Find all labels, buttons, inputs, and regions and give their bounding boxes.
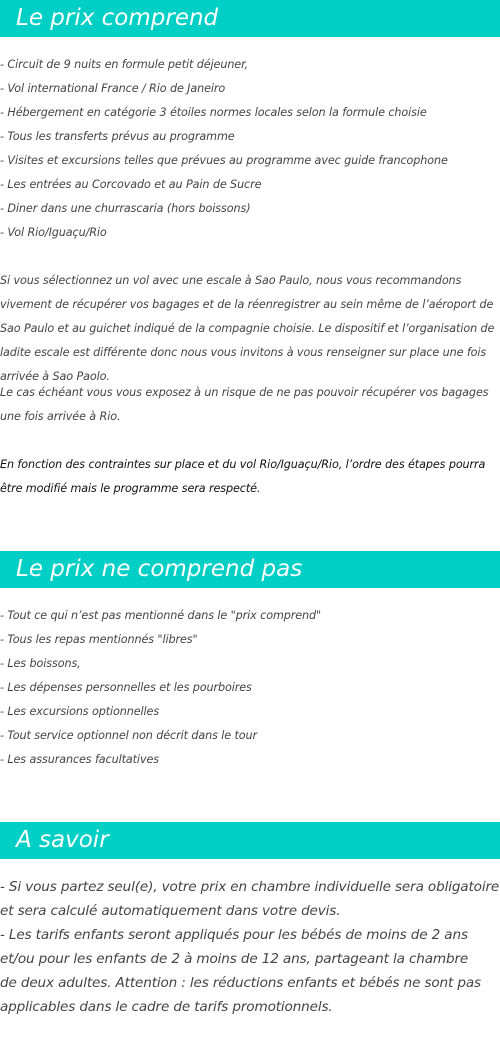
not-included-item: - Tout ce qui n’est pas mentionné dans le "prix comprend" [0, 609, 322, 622]
not-included-item: - Tous les repas mentionnés "libres" [0, 633, 198, 646]
included-item: - Circuit de 9 nuits en formule petit déjeuner, [0, 58, 249, 71]
not-included-item: - Tout service optionnel non décrit dans le tour [0, 729, 258, 742]
included-item: - Vol Rio/Iguaçu/Rio [0, 226, 107, 239]
not-included-item: - Les assurances facultatives [0, 753, 159, 766]
not-included-item: - Les excursions optionnelles [0, 705, 160, 718]
included-item: - Les entrées au Corcovado et au Pain de Sucre [0, 178, 262, 191]
included-list [0, 53, 500, 245]
included-item: - Visites et excursions telles que prévues au programme avec guide francophone [0, 154, 448, 167]
included-item: - Hébergement en catégorie 3 étoiles normes locales selon la formule choisie [0, 106, 427, 119]
included-item: - Vol international France / Rio de Janeiro [0, 82, 226, 95]
not-included-item: - Les boissons, [0, 657, 81, 670]
good-to-know-text [0, 875, 500, 1019]
section-title-good-to-know: A savoir [16, 827, 109, 853]
stopover-note: Si vous sélectionnez un vol avec une escale à Sao Paulo, nous vous recommandons vivement de récupérer vos bagages et de la réenregistrer au sein même de l’aéroport de Sao Paulo et au guichet indiqué de la compagnie choisie. Le dispositif et l’organisation de ladite escale est différente donc nous vous invitons à vous renseigner sur place une fois arrivée à Sao Paolo. [0, 274, 495, 383]
section-header-not-included [0, 551, 500, 588]
included-item: - Diner dans une churrascaria (hors boissons) [0, 202, 251, 215]
section-header-included [0, 0, 500, 37]
not-included-list [0, 604, 500, 772]
included-item: - Tous les transferts prévus au programme [0, 130, 235, 143]
section-title-not-included: Le prix ne comprend pas [16, 556, 303, 582]
children-discount-note: de deux adultes. Attention : les réductions enfants et bébés ne sont pas applicables dans le cadre de tarifs promotionnels. [0, 975, 481, 1015]
itinerary-order-note: En fonction des contraintes sur place et du vol Rio/Iguaçu/Rio, l’ordre des étapes pourra être modifié mais le programme sera respecté. [0, 458, 486, 495]
luggage-note: Le cas échéant vous vous exposez à un risque de ne pas pouvoir récupérer vos bagages une fois arrivée à Rio. [0, 386, 489, 423]
single-room-note: - Si vous partez seul(e), votre prix en chambre individuelle sera obligatoire et sera calculé automatiquement dans votre devis. [0, 879, 500, 919]
section-title-included: Le prix comprend [16, 5, 219, 31]
children-rates-note: - Les tarifs enfants seront appliqués pour les bébés de moins de 2 ans et/ou pour les enfants de 2 à moins de 12 ans, partageant la chambre [0, 927, 469, 967]
section-header-good-to-know [0, 822, 500, 859]
not-included-item: - Les dépenses personnelles et les pourboires [0, 681, 252, 694]
